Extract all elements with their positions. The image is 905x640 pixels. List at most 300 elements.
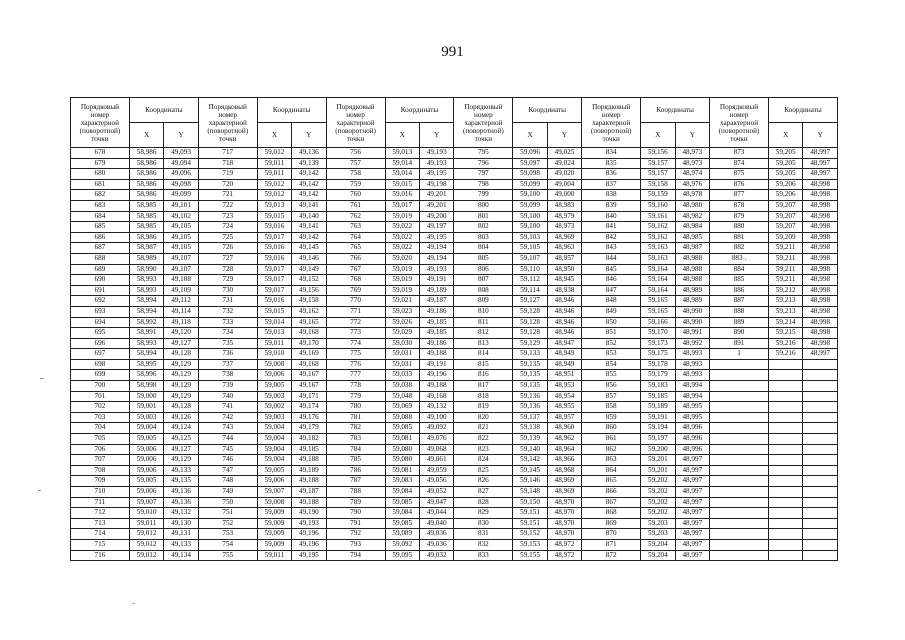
x-coordinate-cell: [768, 529, 802, 540]
y-coordinate-cell: 49,190: [292, 508, 326, 519]
point-number-cell: 776: [326, 359, 385, 370]
point-number-cell: 689: [71, 264, 130, 275]
point-number-cell: 732: [198, 306, 257, 317]
point-number-cell: 835: [582, 158, 641, 169]
x-coordinate-cell: 59,085: [385, 423, 419, 434]
point-number-cell: 783: [326, 434, 385, 445]
y-coordinate-cell: 49,198: [419, 179, 453, 190]
point-number-cell: [710, 391, 769, 402]
x-coordinate-cell: 59,185: [641, 391, 675, 402]
x-coordinate-cell: 59,020: [385, 253, 419, 264]
point-number-cell: 817: [454, 381, 513, 392]
x-coordinate-cell: 59,080: [385, 455, 419, 466]
x-coordinate-cell: 59,003: [129, 412, 163, 423]
y-coordinate-cell: 49,000: [547, 190, 581, 201]
x-coordinate-cell: [768, 518, 802, 529]
y-coordinate-cell: 49,107: [164, 264, 198, 275]
point-number-cell: 742: [198, 412, 257, 423]
point-number-cell: 695: [71, 328, 130, 339]
y-coordinate-cell: 49,105: [164, 232, 198, 243]
y-coordinate-cell: 48,993: [675, 359, 709, 370]
point-number-cell: [710, 455, 769, 466]
x-coordinate-cell: 59,008: [257, 497, 291, 508]
x-coordinate-cell: 59,013: [257, 200, 291, 211]
x-coordinate-cell: 59,016: [385, 190, 419, 201]
y-coordinate-cell: 48,969: [547, 232, 581, 243]
y-coordinate-cell: 48,993: [675, 370, 709, 381]
y-coordinate-cell: 48,985: [675, 232, 709, 243]
x-coordinate-cell: 59,016: [257, 243, 291, 254]
y-coordinate-cell: 48,990: [675, 317, 709, 328]
table-row: [71, 518, 838, 529]
table-row: [71, 423, 838, 434]
x-coordinate-cell: 59,139: [513, 434, 547, 445]
x-coordinate-cell: 59,013: [385, 148, 419, 159]
y-coordinate-cell: 49,193: [419, 264, 453, 275]
x-coordinate-cell: 59,213: [768, 296, 802, 307]
point-number-cell: 718: [198, 158, 257, 169]
y-coordinate-cell: 49,132: [164, 508, 198, 519]
point-number-cell: 701: [71, 391, 130, 402]
y-coordinate-cell: 48,989: [675, 285, 709, 296]
y-coordinate-cell: 49,126: [164, 412, 198, 423]
y-coordinate-cell: 49,020: [547, 169, 581, 180]
x-coordinate-cell: [768, 508, 802, 519]
point-number-cell: 688: [71, 253, 130, 264]
point-number-cell: 735: [198, 338, 257, 349]
point-number-cell: 827: [454, 487, 513, 498]
coordinates-header: Координаты: [385, 98, 454, 123]
y-coordinate-cell: 49,125: [164, 434, 198, 445]
x-coordinate-cell: 59,011: [257, 338, 291, 349]
x-coordinate-cell: 59,017: [257, 275, 291, 286]
x-coordinate-cell: 59,005: [257, 465, 291, 476]
point-number-cell: 820: [454, 412, 513, 423]
y-coordinate-cell: 49,187: [419, 296, 453, 307]
point-number-cell: 849: [582, 306, 641, 317]
y-coordinate-cell: 48,945: [547, 275, 581, 286]
point-number-cell: 802: [454, 222, 513, 233]
x-coordinate-cell: 59,136: [513, 402, 547, 413]
point-number-cell: 885: [710, 275, 769, 286]
y-coordinate-cell: 49,036: [419, 539, 453, 550]
x-coordinate-cell: 59,006: [257, 476, 291, 487]
x-coordinate-cell: 59,004: [129, 423, 163, 434]
point-number-cell: 859: [582, 412, 641, 423]
y-coordinate-cell: 49,185: [292, 444, 326, 455]
x-coordinate-cell: 59,013: [257, 328, 291, 339]
x-coordinate-cell: 59,211: [768, 253, 802, 264]
x-coordinate-cell: 59,023: [385, 306, 419, 317]
y-coordinate-cell: 49,141: [292, 222, 326, 233]
x-coordinate-cell: 59,112: [513, 275, 547, 286]
y-coordinate-cell: 48,946: [547, 328, 581, 339]
x-coordinate-cell: 59,008: [257, 359, 291, 370]
coordinates-header: Координаты: [768, 98, 837, 123]
x-coordinate-cell: 59,084: [385, 487, 419, 498]
point-number-cell: 869: [582, 518, 641, 529]
table-row: [71, 550, 838, 561]
point-number-cell: 704: [71, 423, 130, 434]
point-number-cell: 699: [71, 370, 130, 381]
point-number-cell: 740: [198, 391, 257, 402]
y-coordinate-cell: 49,193: [419, 148, 453, 159]
y-coordinate-cell: [803, 391, 838, 402]
y-coordinate-cell: 48,973: [675, 148, 709, 159]
y-coordinate-cell: 48,997: [675, 487, 709, 498]
x-coordinate-cell: 59,153: [513, 539, 547, 550]
x-coordinate-cell: 58,993: [129, 275, 163, 286]
table-row: [71, 391, 838, 402]
point-number-cell: 857: [582, 391, 641, 402]
point-number-cell: 707: [71, 455, 130, 466]
point-number-cell: 697: [71, 349, 130, 360]
point-number-cell: 831: [454, 529, 513, 540]
y-coordinate-cell: 48,998: [803, 296, 838, 307]
y-coordinate-cell: 49,129: [164, 455, 198, 466]
coordinates-header: Координаты: [641, 98, 710, 123]
y-coordinate-cell: 49,025: [547, 148, 581, 159]
point-number-header: Порядковый номер характерной (поворотной) точки: [454, 98, 513, 148]
x-coordinate-cell: 59,207: [768, 222, 802, 233]
x-coordinate-cell: 58,986: [129, 232, 163, 243]
point-number-cell: 710: [71, 487, 130, 498]
x-coordinate-cell: 59,135: [513, 359, 547, 370]
point-number-cell: 847: [582, 285, 641, 296]
x-coordinate-cell: 59,146: [513, 476, 547, 487]
point-number-cell: 845: [582, 264, 641, 275]
point-number-cell: 779: [326, 391, 385, 402]
point-number-cell: 813: [454, 338, 513, 349]
coordinates-table: [70, 97, 838, 561]
point-number-cell: 709: [71, 476, 130, 487]
x-coordinate-cell: 59,128: [513, 328, 547, 339]
x-coordinate-cell: 59,175: [641, 349, 675, 360]
table-row: [71, 296, 838, 307]
x-coordinate-cell: 59,009: [257, 539, 291, 550]
y-coordinate-cell: 49,056: [419, 476, 453, 487]
y-coordinate-cell: 49,105: [164, 222, 198, 233]
point-number-cell: 812: [454, 328, 513, 339]
table-row: [71, 148, 838, 159]
point-number-cell: 872: [582, 550, 641, 561]
point-number-cell: 889: [710, 317, 769, 328]
y-coordinate-cell: 48,996: [675, 444, 709, 455]
point-number-cell: 876: [710, 179, 769, 190]
y-coordinate-cell: 48,998: [803, 222, 838, 233]
x-coordinate-cell: 59,213: [768, 306, 802, 317]
x-coordinate-cell: 59,114: [513, 285, 547, 296]
x-coordinate-cell: 59,202: [641, 487, 675, 498]
y-coordinate-cell: 48,997: [675, 550, 709, 561]
point-number-cell: 794: [326, 550, 385, 561]
y-coordinate-cell: 49,129: [164, 370, 198, 381]
x-coordinate-cell: 59,016: [257, 253, 291, 264]
x-coordinate-cell: 59,151: [513, 518, 547, 529]
point-number-cell: 888: [710, 306, 769, 317]
y-coordinate-cell: 49,061: [419, 455, 453, 466]
x-coordinate-cell: 59,004: [257, 455, 291, 466]
y-coordinate-cell: 48,998: [803, 200, 838, 211]
x-coordinate-cell: 59,005: [257, 381, 291, 392]
x-header: X: [641, 123, 675, 148]
y-coordinate-cell: 48,989: [675, 296, 709, 307]
x-coordinate-cell: 59,205: [768, 169, 802, 180]
y-coordinate-cell: [803, 444, 838, 455]
table-row: [71, 179, 838, 190]
point-number-cell: 816: [454, 370, 513, 381]
y-coordinate-cell: 48,960: [547, 423, 581, 434]
x-coordinate-cell: 58,985: [129, 200, 163, 211]
point-number-cell: 722: [198, 200, 257, 211]
x-coordinate-cell: 58,986: [129, 158, 163, 169]
point-number-cell: 728: [198, 264, 257, 275]
y-coordinate-cell: 48,998: [803, 179, 838, 190]
y-header: Y: [419, 123, 453, 148]
y-coordinate-cell: 49,059: [419, 465, 453, 476]
x-coordinate-cell: 58,996: [129, 370, 163, 381]
y-coordinate-cell: 49,167: [292, 381, 326, 392]
y-coordinate-cell: 48,998: [803, 317, 838, 328]
y-coordinate-cell: 48,984: [675, 222, 709, 233]
x-coordinate-cell: 59,151: [513, 508, 547, 519]
x-coordinate-cell: [768, 370, 802, 381]
y-coordinate-cell: [803, 359, 838, 370]
x-coordinate-cell: 59,142: [513, 455, 547, 466]
x-coordinate-cell: 59,214: [768, 317, 802, 328]
point-number-cell: 829: [454, 508, 513, 519]
y-coordinate-cell: 48,946: [547, 296, 581, 307]
point-number-cell: [710, 370, 769, 381]
y-coordinate-cell: [803, 465, 838, 476]
x-coordinate-cell: 59,019: [385, 211, 419, 222]
y-coordinate-cell: 48,997: [675, 465, 709, 476]
y-coordinate-cell: 49,152: [292, 275, 326, 286]
x-coordinate-cell: 59,089: [385, 529, 419, 540]
y-coordinate-cell: 48,973: [675, 158, 709, 169]
x-coordinate-cell: 58,991: [129, 328, 163, 339]
table-row: [71, 508, 838, 519]
x-coordinate-cell: 59,129: [513, 338, 547, 349]
point-number-cell: 698: [71, 359, 130, 370]
point-number-cell: 754: [198, 539, 257, 550]
y-coordinate-cell: 48,970: [547, 518, 581, 529]
point-number-cell: 803: [454, 232, 513, 243]
point-number-cell: 795: [454, 148, 513, 159]
y-coordinate-cell: 48,993: [675, 349, 709, 360]
y-coordinate-cell: 49,191: [419, 275, 453, 286]
x-coordinate-cell: 59,031: [385, 359, 419, 370]
point-number-cell: 724: [198, 222, 257, 233]
y-coordinate-cell: 48,978: [675, 190, 709, 201]
x-header: X: [768, 123, 802, 148]
point-number-cell: 686: [71, 232, 130, 243]
y-coordinate-cell: 49,187: [292, 487, 326, 498]
table-body: [71, 148, 838, 561]
y-coordinate-cell: 49,146: [292, 253, 326, 264]
x-coordinate-cell: 59,178: [641, 359, 675, 370]
y-coordinate-cell: 49,047: [419, 497, 453, 508]
x-coordinate-cell: 59,016: [257, 296, 291, 307]
x-coordinate-cell: 58,985: [129, 222, 163, 233]
y-coordinate-cell: 48,988: [675, 275, 709, 286]
point-number-cell: 755: [198, 550, 257, 561]
x-coordinate-cell: 59,006: [257, 370, 291, 381]
x-coordinate-cell: 59,097: [513, 158, 547, 169]
x-coordinate-cell: 59,088: [385, 412, 419, 423]
x-coordinate-cell: [768, 434, 802, 445]
x-coordinate-cell: 59,203: [641, 518, 675, 529]
point-number-cell: 765: [326, 243, 385, 254]
x-coordinate-cell: 59,080: [385, 444, 419, 455]
x-coordinate-cell: 59,012: [129, 529, 163, 540]
x-coordinate-cell: 59,030: [385, 338, 419, 349]
x-coordinate-cell: 59,204: [641, 539, 675, 550]
y-coordinate-cell: [803, 381, 838, 392]
y-coordinate-cell: 48,997: [803, 148, 838, 159]
y-coordinate-cell: 49,201: [419, 200, 453, 211]
x-coordinate-cell: 59,099: [513, 200, 547, 211]
y-coordinate-cell: 49,052: [419, 487, 453, 498]
y-coordinate-cell: 49,201: [419, 190, 453, 201]
y-coordinate-cell: 48,968: [547, 465, 581, 476]
x-coordinate-cell: 59,014: [385, 158, 419, 169]
y-coordinate-cell: 48,982: [675, 211, 709, 222]
x-coordinate-cell: 59,006: [129, 487, 163, 498]
y-coordinate-cell: 48,972: [547, 550, 581, 561]
x-coordinate-cell: 59,003: [257, 391, 291, 402]
point-number-cell: 772: [326, 317, 385, 328]
y-coordinate-cell: [803, 487, 838, 498]
point-number-cell: 679: [71, 158, 130, 169]
y-coordinate-cell: [803, 412, 838, 423]
x-coordinate-cell: 58,994: [129, 306, 163, 317]
y-coordinate-cell: 49,188: [292, 476, 326, 487]
y-coordinate-cell: 48,997: [675, 529, 709, 540]
y-coordinate-cell: 49,168: [292, 328, 326, 339]
x-coordinate-cell: [768, 476, 802, 487]
table-row: [71, 402, 838, 413]
x-coordinate-cell: 59,157: [641, 169, 675, 180]
page-number: 991: [441, 44, 464, 60]
x-coordinate-cell: 59,010: [257, 349, 291, 360]
point-number-cell: 778: [326, 381, 385, 392]
scan-speck: [38, 490, 41, 491]
point-number-cell: [710, 359, 769, 370]
y-coordinate-cell: 49,167: [292, 370, 326, 381]
y-coordinate-cell: 49,176: [292, 412, 326, 423]
x-coordinate-cell: 59,005: [129, 476, 163, 487]
x-coordinate-cell: 59,010: [129, 508, 163, 519]
point-number-cell: 684: [71, 211, 130, 222]
y-coordinate-cell: 49,196: [419, 370, 453, 381]
point-number-cell: 681: [71, 179, 130, 190]
point-number-cell: 744: [198, 434, 257, 445]
y-coordinate-cell: 49,131: [164, 529, 198, 540]
y-coordinate-cell: 49,174: [292, 402, 326, 413]
point-number-cell: 757: [326, 158, 385, 169]
x-coordinate-cell: 59,216: [768, 338, 802, 349]
y-coordinate-cell: 48,997: [675, 539, 709, 550]
x-coordinate-cell: 59,100: [513, 211, 547, 222]
point-number-header: Порядковый номер характерной (поворотной) точки: [326, 98, 385, 148]
x-coordinate-cell: 59,002: [257, 402, 291, 413]
y-coordinate-cell: 49,170: [292, 338, 326, 349]
point-number-cell: 856: [582, 381, 641, 392]
y-coordinate-cell: 49,100: [419, 412, 453, 423]
y-coordinate-cell: 49,133: [164, 539, 198, 550]
y-coordinate-cell: 49,107: [164, 253, 198, 264]
y-coordinate-cell: 49,101: [164, 200, 198, 211]
y-coordinate-cell: 49,165: [292, 317, 326, 328]
y-coordinate-cell: 49,132: [419, 402, 453, 413]
x-coordinate-cell: 59,148: [513, 487, 547, 498]
y-coordinate-cell: [803, 539, 838, 550]
point-number-cell: 780: [326, 402, 385, 413]
point-number-cell: 877: [710, 190, 769, 201]
point-number-cell: 868: [582, 508, 641, 519]
x-coordinate-cell: 59,207: [768, 200, 802, 211]
x-coordinate-cell: 59,081: [385, 434, 419, 445]
x-coordinate-cell: 59,211: [768, 275, 802, 286]
point-number-cell: [710, 465, 769, 476]
y-coordinate-cell: 48,979: [547, 211, 581, 222]
y-coordinate-cell: 49,186: [419, 338, 453, 349]
point-number-cell: 691: [71, 285, 130, 296]
table-row: [71, 232, 838, 243]
point-number-cell: 842: [582, 232, 641, 243]
point-number-cell: 801: [454, 211, 513, 222]
x-coordinate-cell: 59,017: [257, 232, 291, 243]
point-number-cell: [710, 487, 769, 498]
x-coordinate-cell: 59,031: [385, 349, 419, 360]
y-coordinate-cell: 49,189: [292, 465, 326, 476]
point-number-cell: [710, 539, 769, 550]
point-number-cell: 756: [326, 148, 385, 159]
x-coordinate-cell: 59,209: [768, 232, 802, 243]
y-coordinate-cell: 49,129: [164, 359, 198, 370]
point-number-cell: 711: [71, 497, 130, 508]
point-number-cell: 866: [582, 487, 641, 498]
point-number-cell: 745: [198, 444, 257, 455]
point-number-cell: 787: [326, 476, 385, 487]
point-number-cell: 867: [582, 497, 641, 508]
point-number-cell: 846: [582, 275, 641, 286]
y-coordinate-cell: 48,969: [547, 476, 581, 487]
point-number-cell: 879: [710, 211, 769, 222]
point-number-cell: [710, 518, 769, 529]
x-coordinate-cell: 59,183: [641, 381, 675, 392]
y-coordinate-cell: 48,998: [803, 243, 838, 254]
point-number-cell: [710, 423, 769, 434]
x-coordinate-cell: 59,216: [768, 349, 802, 360]
table-row: [71, 222, 838, 233]
y-coordinate-cell: 48,997: [675, 476, 709, 487]
point-number-cell: 815: [454, 359, 513, 370]
y-coordinate-cell: 48,938: [547, 285, 581, 296]
x-coordinate-cell: 59,012: [129, 539, 163, 550]
y-coordinate-cell: 49,102: [164, 211, 198, 222]
x-coordinate-cell: 58,986: [129, 148, 163, 159]
x-coordinate-cell: 59,022: [385, 222, 419, 233]
y-coordinate-cell: 48,951: [547, 370, 581, 381]
x-coordinate-cell: 59,201: [641, 455, 675, 466]
x-coordinate-cell: 59,157: [641, 158, 675, 169]
x-coordinate-cell: 59,206: [768, 190, 802, 201]
x-coordinate-cell: 58,998: [129, 381, 163, 392]
x-coordinate-cell: 59,189: [641, 402, 675, 413]
y-coordinate-cell: 49,168: [292, 359, 326, 370]
